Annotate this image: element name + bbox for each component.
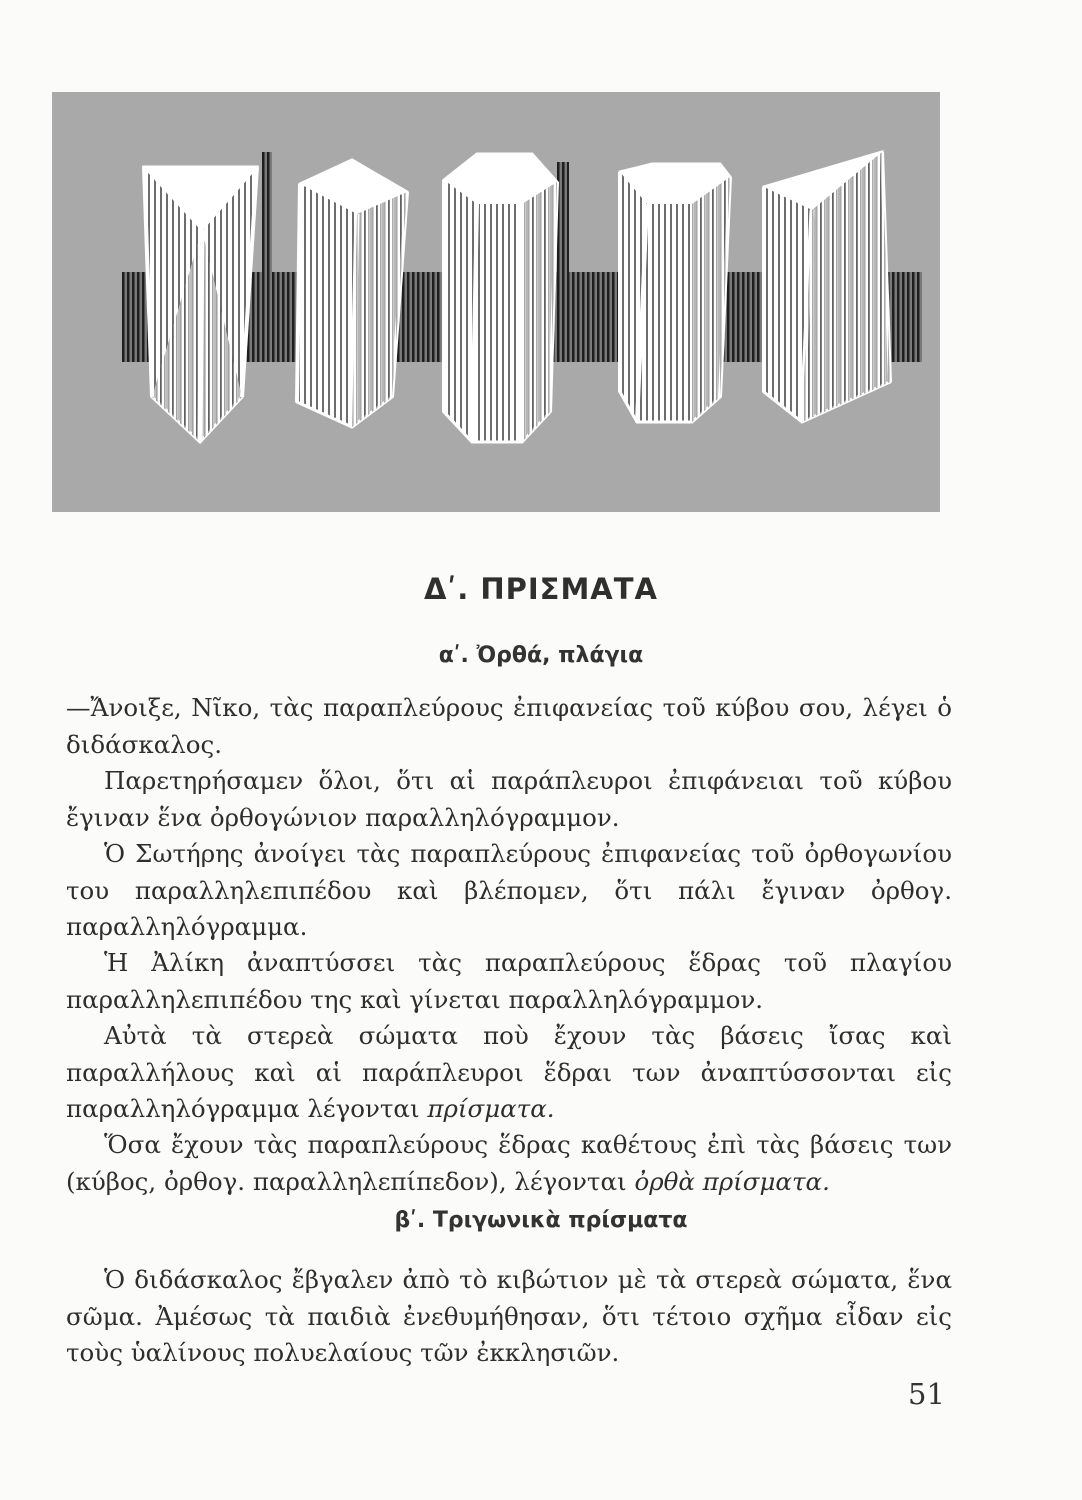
paragraph-4: Ἡ Ἀλίκη ἀναπτύσσει τὰς παραπλεύρους ἕδρας τοῦ πλαγίου παραλληλεπιπέδου της καὶ γίνεται παραλληλόγραμμον. [66,948,952,1014]
paragraph-5 [66,1018,952,1128]
paragraph-3: Ὁ Σωτήρης ἀνοίγει τὰς παραπλεύρους ἐπιφανείας τοῦ ὀρθογωνίου του παραλληλεπιπέδου καὶ βλέπομεν, ὅτι πάλι ἔγιναν ὀρθογ. παραλληλόγραμμα. [66,839,952,941]
term-prismata: πρίσματα. [427,1094,555,1123]
prisms-illustration [52,92,940,512]
subsection-title-b: βʹ. Τριγωνικὰ πρίσματα [394,1208,688,1233]
paragraph-2: Παρετηρήσαμεν ὅλοι, ὅτι αἱ παράπλευροι ἐπιφάνειαι τοῦ κύβου ἔγιναν ἕνα ὀρθογώνιον παραλληλόγραμμον. [66,766,952,832]
prism-1 [144,167,257,442]
prism-2 [297,160,407,427]
paragraph-6-text: Ὅσα ἔχουν τὰς παραπλεύρους ἕδρας καθέτους ἐπὶ τὰς βάσεις των (κύβος, ὀρθογ. παραλληλεπίπεδον), λέγονται [66,1130,952,1196]
subsection-title-a: αʹ. Ὀρθά, πλάγια [438,643,644,668]
paragraph-6 [66,1127,952,1200]
term-ortha-prismata: ὀρθὰ πρίσματα. [634,1166,830,1196]
prism-5 [764,152,890,422]
prism-3 [444,154,557,442]
page-number: 51 [908,1377,945,1411]
paragraph-5-text: Αὐτὰ τὰ στερεὰ σώματα ποὺ ἔχουν τὰς βάσεις ἴσας καὶ παραλλήλους καὶ αἱ παράπλευροι ἕδραι των ἀναπτύσσονται εἰς παραλληλόγραμμα λέγονται [66,1021,952,1123]
prism-4 [620,164,730,422]
paragraph-1: —Ἄνοιξε, Νῖκο, τὰς παραπλεύρους ἐπιφανείας τοῦ κύβου σου, λέγει ὁ διδάσκαλος. [66,693,952,759]
paragraph-7: Ὁ διδάσκαλος ἔβγαλεν ἀπὸ τὸ κιβώτιον μὲ τὰ στερεὰ σώματα, ἕνα σῶμα. Ἀμέσως τὰ παιδιὰ ἐνεθυμήθησαν, ὅτι τέτοιο σχῆμα εἶδαν εἰς τοὺς ὑαλίνους πολυελαίους τῶν ἐκκλησιῶν. [66,1265,952,1367]
section-title: Δʹ. ΠΡΙΣΜΑΤΑ [424,572,658,606]
